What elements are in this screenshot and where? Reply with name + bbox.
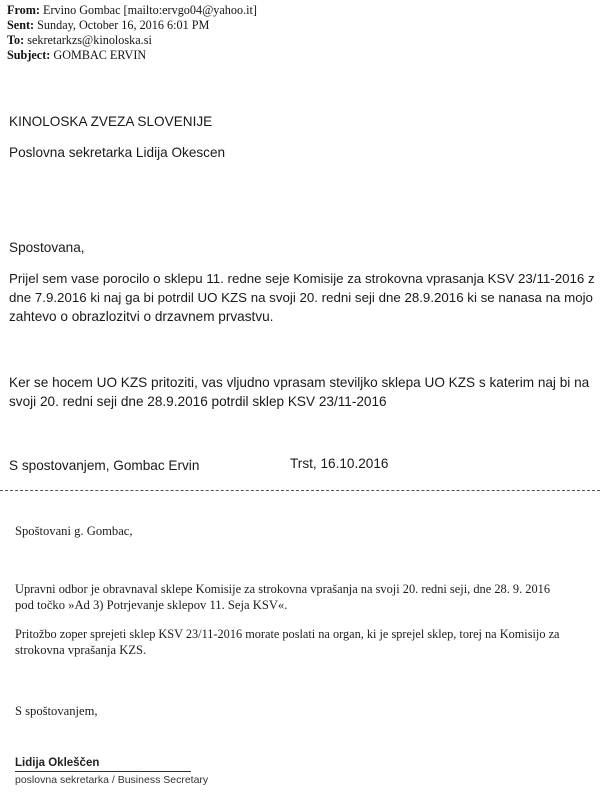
sent-value: Sunday, October 16, 2016 6:01 PM	[37, 18, 210, 32]
reply-closing: S spoštovanjem,	[15, 704, 98, 718]
reply-greeting: Spoštovani g. Gombac,	[15, 524, 133, 538]
sent-label: Sent:	[7, 18, 35, 32]
signature-name: Lidija Okleščen	[15, 757, 100, 769]
letter-para2-line1: Ker se hocem UO KZS pritoziti, vas vljudno vprasam steviljko sklepa UO KZS s katerim naj bi na	[9, 375, 590, 390]
letter-closing: S spostovanjem, Gombac Ervin	[9, 458, 200, 473]
letter-para1-line2: dne 7.9.2016 ki naj ga bi potrdil UO KZS na svoji 20. redni seji dne 28.9.2016 ki se nanasa na mojo	[9, 290, 593, 305]
section-divider	[0, 490, 600, 491]
signature-line	[15, 771, 191, 772]
reply-para2-line2: strokovna vprašanja KZS.	[15, 643, 147, 657]
email-sent-line	[7, 18, 209, 32]
letter-para1-line3: zahtevo o obrazlozitvi o drzavnem prvastvu.	[9, 309, 274, 324]
letter-para2-line2: svoji 20. redni seji dne 28.9.2016 potrdil sklep KSV 23/11-2016	[9, 394, 387, 409]
organization-name: KINOLOSKA ZVEZA SLOVENIJE	[9, 114, 213, 129]
email-from-line	[7, 3, 257, 17]
subject-label: Subject:	[7, 48, 51, 62]
to-value: sekretarkzs@kinoloska.si	[27, 33, 152, 47]
letter-place-date: Trst, 16.10.2016	[290, 456, 389, 471]
email-to-line	[7, 33, 152, 47]
to-label: To:	[7, 33, 25, 47]
letter-greeting: Spostovana,	[9, 240, 85, 255]
reply-para1-line1: Upravni odbor je obravnaval sklepe Komisije za strokovna vprašanja na svoji 20. redni seji, dne 28. 9. 2016	[15, 582, 551, 596]
signature-title: poslovna sekretarka / Business Secretary	[15, 774, 209, 786]
reply-para2-line1: Pritožbo zoper sprejeti sklep KSV 23/11-2016 morate poslati na organ, ki je sprejel sklep, torej na Komisijo za	[15, 627, 560, 641]
from-value: Ervino Gombac [mailto:ervgo04@yahoo.it]	[43, 3, 257, 17]
letter-para1-line1: Prijel sem vase porocilo o sklepu 11. redne seje Komisije za strokovna vprasanja KSV 23/11-2016 z	[9, 271, 595, 286]
recipient-line: Poslovna sekretarka Lidija Okescen	[9, 145, 226, 160]
subject-value: GOMBAC ERVIN	[53, 48, 147, 62]
email-subject-line	[7, 48, 146, 62]
from-label: From:	[7, 3, 40, 17]
reply-para1-line2: pod točko »Ad 3) Potrjevanje sklepov 11. Seja KSV«.	[15, 598, 288, 612]
